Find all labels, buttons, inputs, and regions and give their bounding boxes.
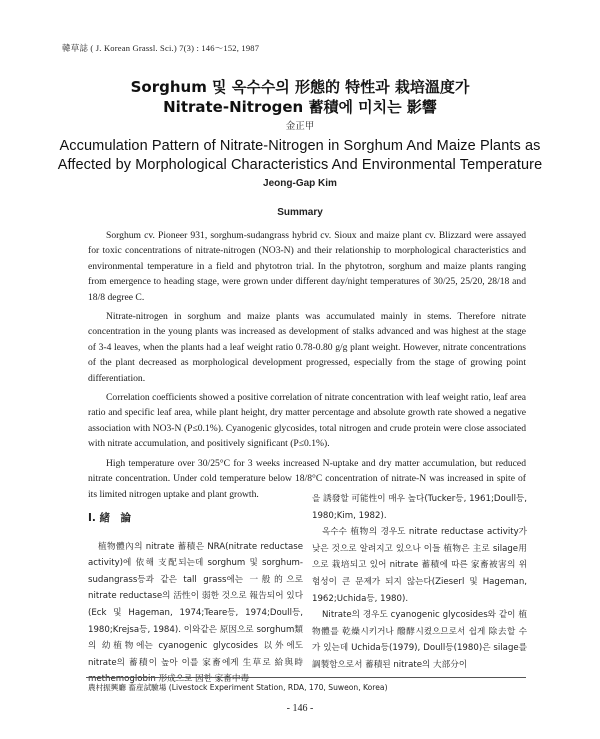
body-paragraph: 을 誘發할 可能性이 매우 높다(Tucker등, 1961;Doull등, 1980;Kim, 1982). (312, 494, 527, 521)
body-paragraph: Nitrate의 경우도 cyanogenic glycosides와 같이 植物體를 乾燥시키거나 醱酵시켰으므로서 쉽게 除去할 수가 있는데 Uchida등(1979), Doull등(1980)은 silage를 調製함으로서 蓄積된 nitrate의 大部分이 (312, 610, 527, 670)
body-left-column (88, 510, 303, 688)
section-heading-introduction: I. 緒 論 (88, 512, 132, 524)
body-paragraph: 옥수수 植物의 경우도 nitrate reductase activity가 낮은 것으로 알려지고 있으나 이들 植物은 主로 silage用으로 栽培되고 있어 nitrate 蓄積에 따른 家畜被害의 위험성이 큰 문제가 되지 않는다(Zieserl 및 Hageman, 1962;Uchida등, 1980). (312, 527, 527, 604)
page-number: - 146 - (286, 703, 314, 714)
summary-paragraph: High temperature over 30/25°C for 3 weeks increased N-uptake and dry matter accumulation, but reduced nitrate concentration. Under cold temperature below 18/8°C concentration of nitrate-N was increased in spite of its limited nitrogen uptake and plant growth. (88, 457, 526, 500)
english-title-line-1: Accumulation Pattern of Nitrate-Nitrogen in Sorghum And Maize Plants as (59, 138, 541, 154)
english-author: Jeong-Gap Kim (263, 178, 337, 189)
summary-paragraph: Nitrate-nitrogen in sorghum and maize plants was accumulated mainly in stems. Therefore nitrate concentration in the young plants was increased as development of stalks advanced and was highest at the stage of 3-4 leaves, when the plants had a leaf weight ratio 0.78-0.80 g/g plant weight. However, nitrate concentrations of the plant decreased as morphological development progressed, especially from the stage of growing point differentiation. (88, 311, 526, 384)
summary-paragraph: Correlation coefficients showed a positive correlation of nitrate concentration with leaf weight ratio, leaf area ratio and specific leaf area, while plant height, dry matter percentage and absolute growth rate showed a negative association with NO3-N (P≤0.1%). Cyanogenic glycosides, total nitrogen and crude protein were close associated with nitrate accumulation, and positively significant (P≤0.1%). (88, 392, 526, 450)
english-title-line-2: Affected by Morphological Characteristics And Environmental Temperature (57, 157, 543, 173)
summary-heading: Summary (277, 207, 323, 218)
summary-section (88, 228, 526, 502)
korean-title-line-2: Nitrate-Nitrogen 蓄積에 미치는 影響 (163, 98, 437, 116)
body-paragraph: 植物體內의 nitrate 蓄積은 NRA(nitrate reductase activity)에 依해 支配되는데 sorghum 및 sorghum-sudangrass등과 같은 tall grass에는 一般的으로 nitrate reductase의 活性이 弱한 것으로 報告되어 있다(Eck 및 Hageman, 1974;Teare등, 1974;Doull등, 1980;Krejsa등, 1984). 이와같은 原因으로 sorghum類의 幼植物에는 cyanogenic glycosides 以外에도 nitrate의 蓄積이 높아 이를 家畜에게 生草로 給與時 methemoglobin 形成으로 因한 家畜中毒 (88, 541, 303, 685)
body-right-column (312, 491, 527, 674)
running-head: 韓草誌 ( J. Korean Grassl. Sci.) 7(3) : 146～152, 1987 (62, 43, 260, 53)
korean-title-line-1: Sorghum 및 옥수수의 形態的 特性과 栽培溫度가 (130, 78, 470, 96)
affiliation-footnote: 農村振興廳 畜産試驗場 (Livestock Experiment Station, RDA, 170, Suweon, Korea) (88, 683, 388, 692)
summary-paragraph: Sorghum cv. Pioneer 931, sorghum-sudangrass hybrid cv. Sioux and maize plant cv. Blizzard were assayed for toxic concentrations of nitrate-nitrogen (NO3-N) and their relationship to morphological characteristics and environmental temperature in a field and phytotron trial. In the phytotron, sorghum and maize plants ranging from emergence to heading stage, were grown under different day/night temperatures of 30/25, 25/20, 28/18 and 18/8 degree C. (88, 230, 526, 303)
korean-author: 金正甲 (285, 121, 315, 132)
footnote-divider (86, 677, 526, 678)
